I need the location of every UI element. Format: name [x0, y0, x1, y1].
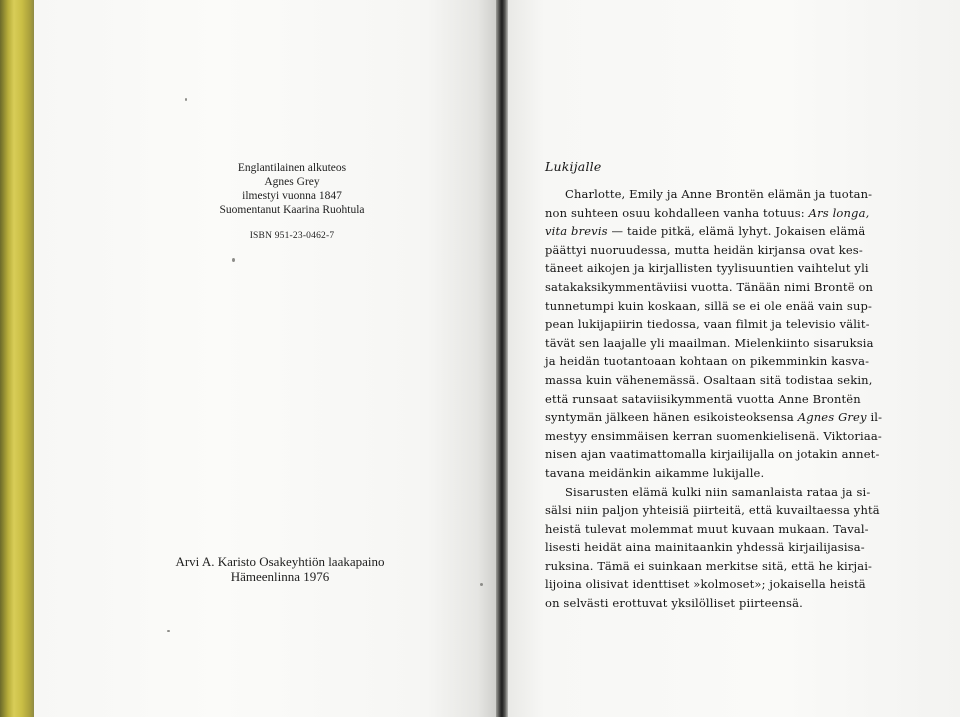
- imprint-line: ilmestyi vuonna 1847: [242, 190, 342, 202]
- text-segment: lijoina olisivat identtiset »kolmoset»; jokaisella heistä: [545, 577, 866, 592]
- text-line: [545, 427, 905, 446]
- imprint-block: [175, 161, 409, 243]
- imprint-line: Agnes Grey: [264, 176, 320, 188]
- scan-speck: [232, 258, 235, 262]
- text-segment: heistä tulevat molemmat muut kuvaan mukaan. Taval-: [545, 521, 869, 536]
- italic-text: Agnes Grey: [797, 410, 867, 425]
- printer-line: Hämeenlinna 1976: [230, 569, 330, 584]
- text-segment: tunnetumpi kuin koskaan, sillä se ei ole enää vain sup-: [545, 298, 873, 313]
- text-segment: on selvästi erottuvat yksilölliset piirteensä.: [545, 596, 803, 611]
- text-segment: tävät sen laajalle yli maailman. Mielenkiinto sisaruksia: [545, 335, 874, 350]
- text-segment: että runsaat sataviisikymmentä vuotta Anne Brontën: [545, 391, 861, 406]
- foreword-paragraph-1: [545, 185, 905, 483]
- text-segment: päättyi nuoruudessa, mutta heidän kirjansa ovat kes-: [545, 242, 863, 257]
- text-line: [545, 520, 905, 539]
- text-segment: lisesti heidät aina mainitaankin yhdessä kirjailijasisa-: [545, 540, 865, 555]
- text-segment: täneet aikojen ja kirjallisten tyylisuuntien vaihtelut yli: [545, 261, 869, 276]
- text-segment: non suhteen osuu kohdalleen vanha totuus:: [545, 205, 809, 220]
- text-line: [545, 259, 905, 278]
- foreword-paragraph-2: [545, 483, 905, 613]
- text-line: [545, 408, 905, 427]
- text-segment: pean lukijapiirin tiedossa, vaan filmit ja televisio välit-: [545, 317, 870, 332]
- text-segment: tavana meidänkin aikamme lukijalle.: [545, 465, 765, 480]
- text-line: [545, 390, 905, 409]
- foreword-heading: Lukijalle: [545, 159, 602, 174]
- text-line: [545, 557, 905, 576]
- text-line: [545, 315, 905, 334]
- imprint-line: Suomentanut Kaarina Ruohtula: [219, 204, 365, 216]
- text-segment: massa kuin vähenemässä. Osaltaan sitä todistaa sekin,: [545, 372, 873, 387]
- text-segment: satakaksikymmentäviisi vuotta. Tänään nimi Brontë on: [545, 279, 874, 294]
- text-line: [545, 278, 905, 297]
- text-line: [545, 334, 905, 353]
- text-line: [545, 538, 905, 557]
- text-line: [545, 445, 905, 464]
- text-segment: — taide pitkä, elämä lyhyt. Jokaisen elämä: [607, 224, 866, 239]
- text-segment: syntymän jälkeen hänen esikoisteoksensa: [545, 410, 798, 425]
- printer-line: Arvi A. Karisto Osakeyhtiön laakapaino: [175, 554, 385, 569]
- scan-speck: [167, 630, 170, 632]
- text-line: [545, 352, 905, 371]
- scan-speck: [185, 98, 187, 101]
- text-line: [545, 483, 905, 502]
- italic-text: vita brevis: [545, 224, 608, 239]
- foreword: [545, 159, 905, 613]
- text-line: [545, 371, 905, 390]
- text-segment: nisen ajan vaatimattomalla kirjailijalla on jotakin annet-: [545, 447, 880, 462]
- text-segment: Charlotte, Emily ja Anne Brontën elämän ja tuotan-: [565, 187, 873, 201]
- book-gutter: [496, 0, 508, 717]
- text-line: [545, 204, 905, 223]
- text-line: [545, 501, 905, 520]
- isbn: ISBN 951-23-0462-7: [249, 231, 335, 241]
- text-segment: ja heidän tuotantoaan kohtaan on pikemminkin kasva-: [545, 354, 870, 369]
- text-segment: mestyy ensimmäisen kerran suomenkielisenä. Viktoriaa-: [545, 428, 882, 443]
- text-segment: sälsi niin paljon yhteisiä piirteitä, että kuvailtaessa yhtä: [545, 503, 880, 518]
- text-segment: ruksina. Tämä ei suinkaan merkitse sitä, että he kirjai-: [545, 558, 873, 573]
- text-line: [545, 297, 905, 316]
- text-segment: Sisarusten elämä kulki niin samanlaista rataa ja si-: [565, 484, 871, 499]
- book-edge: [0, 0, 34, 717]
- text-line: [545, 464, 905, 483]
- left-page: [34, 0, 496, 717]
- imprint-line: Englantilainen alkuteos: [237, 162, 347, 174]
- text-segment: il-: [866, 410, 883, 425]
- italic-text: Ars longa,: [808, 205, 870, 220]
- text-line: [545, 594, 905, 613]
- text-line: [545, 185, 905, 204]
- text-line: [545, 222, 905, 241]
- printer-block: [170, 554, 390, 584]
- scan-speck: [480, 583, 483, 586]
- text-line: [545, 575, 905, 594]
- text-line: [545, 241, 905, 260]
